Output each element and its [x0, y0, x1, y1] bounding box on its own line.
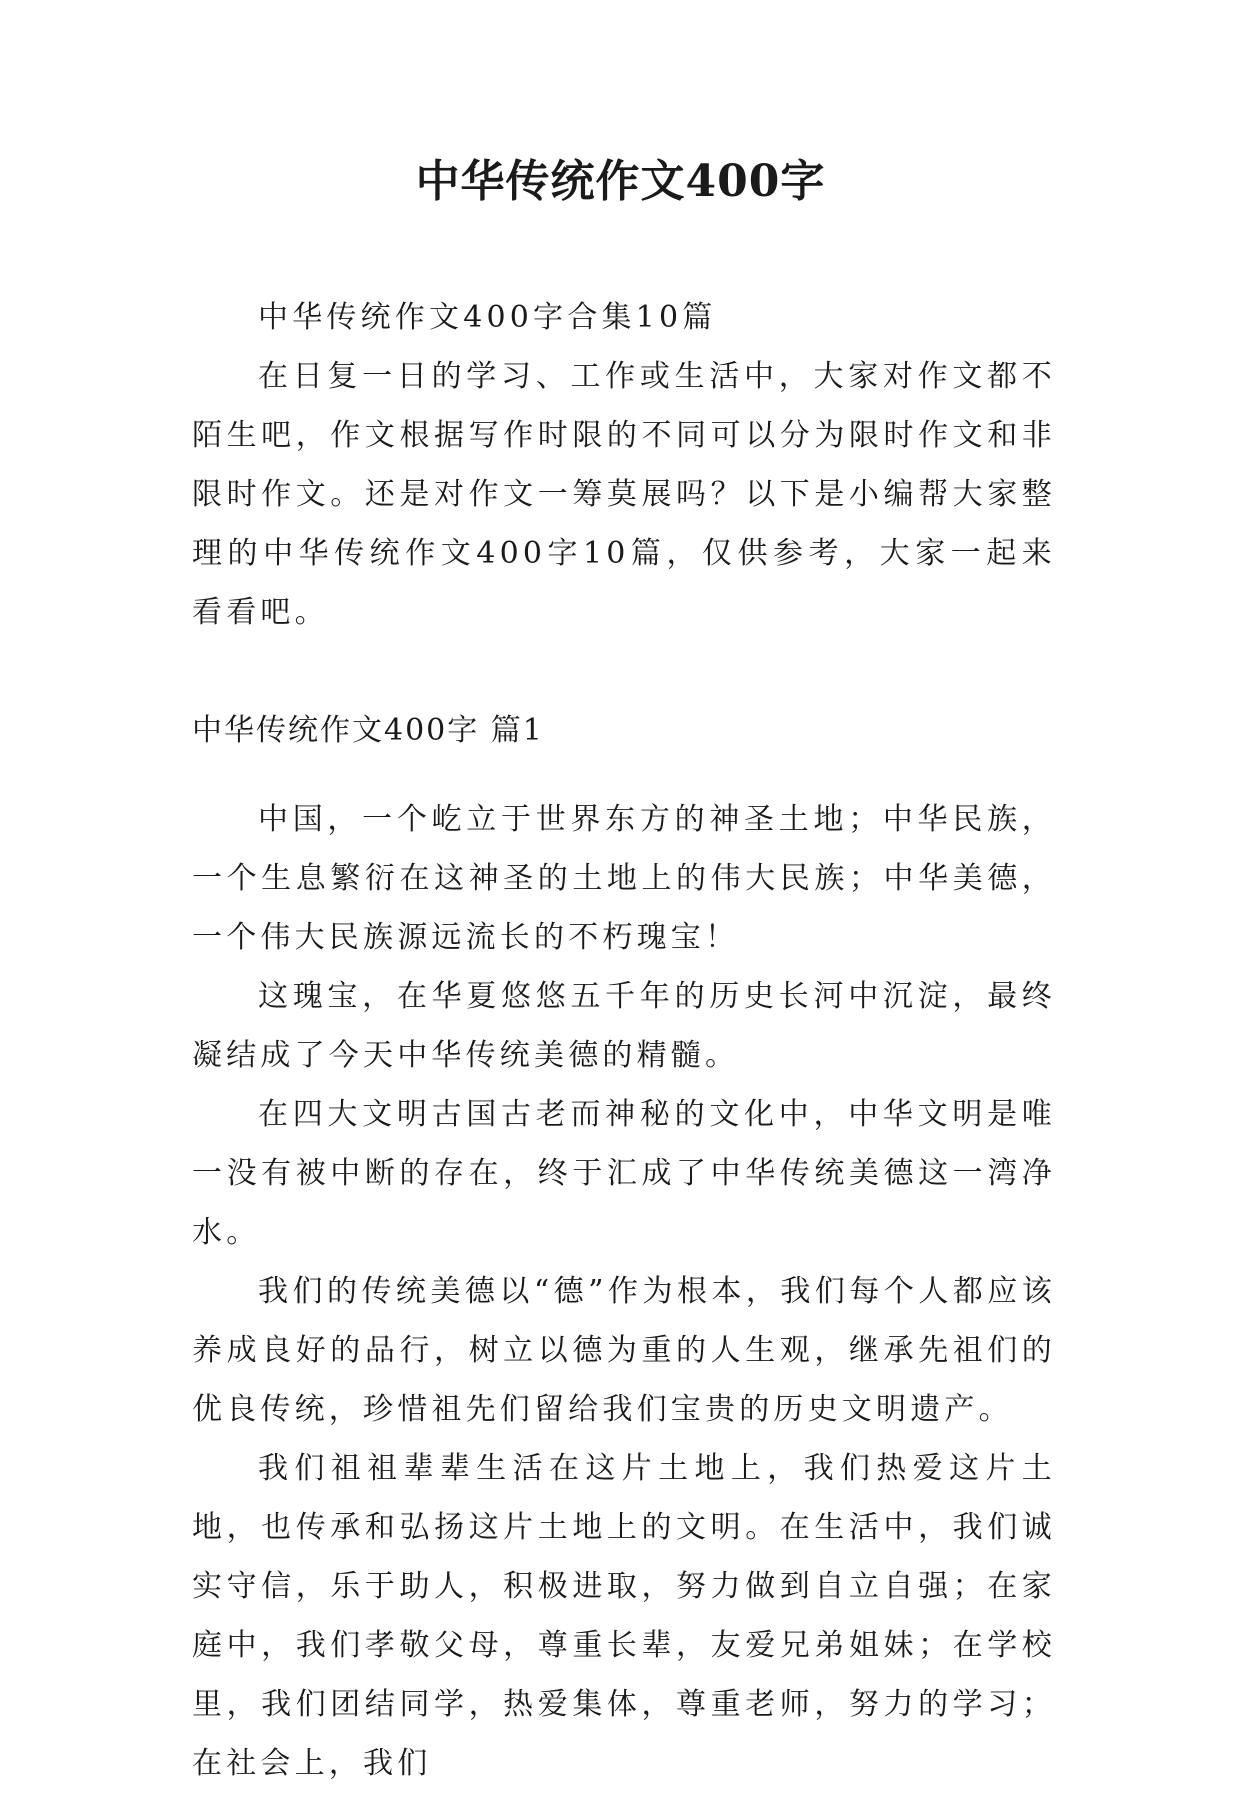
- document-title: 中华传统作文400字: [415, 156, 826, 207]
- body-paragraph: 中国，一个屹立于世界东方的神圣土地；中华民族，一个生息繁衍在这神圣的土地上的伟大民族；中华美德，一个伟大民族源远流长的不朽瑰宝！: [192, 802, 1056, 955]
- collection-subtitle: 中华传统作文400字合集10篇: [258, 300, 717, 335]
- body-paragraph: 我们祖祖辈辈生活在这片土地上，我们热爱这片土地，也传承和弘扬这片土地上的文明。在生活中，我们诚实守信，乐于助人，积极进取，努力做到自立自强；在家庭中，我们孝敬父母，尊重长辈，友爱兄弟姐妹；在学校里，我们团结同学，热爱集体，尊重老师，努力的学习；在社会上，我们: [192, 1451, 1056, 1781]
- intro-paragraph: 在日复一日的学习、工作或生活中，大家对作文都不陌生吧，作文根据写作时限的不同可以分为限时作文和非限时作文。还是对作文一筹莫展吗？以下是小编帮大家整理的中华传统作文400字10篇，仅供参考，大家一起来看看吧。: [192, 359, 1056, 630]
- body-paragraph: 我们的传统美德以“德”作为根本，我们每个人都应该养成良好的品行，树立以德为重的人生观，继承先祖们的优良传统，珍惜祖先们留给我们宝贵的历史文明遗产。: [192, 1274, 1056, 1427]
- body-paragraph: 这瑰宝，在华夏悠悠五千年的历史长河中沉淀，最终凝结成了今天中华传统美德的精髓。: [192, 979, 1056, 1073]
- document-body: [192, 288, 1056, 1793]
- section-heading: 中华传统作文400字 篇1: [192, 713, 544, 748]
- body-paragraph: 在四大文明古国古老而神秘的文化中，中华文明是唯一没有被中断的存在，终于汇成了中华传统美德这一湾净水。: [192, 1097, 1056, 1250]
